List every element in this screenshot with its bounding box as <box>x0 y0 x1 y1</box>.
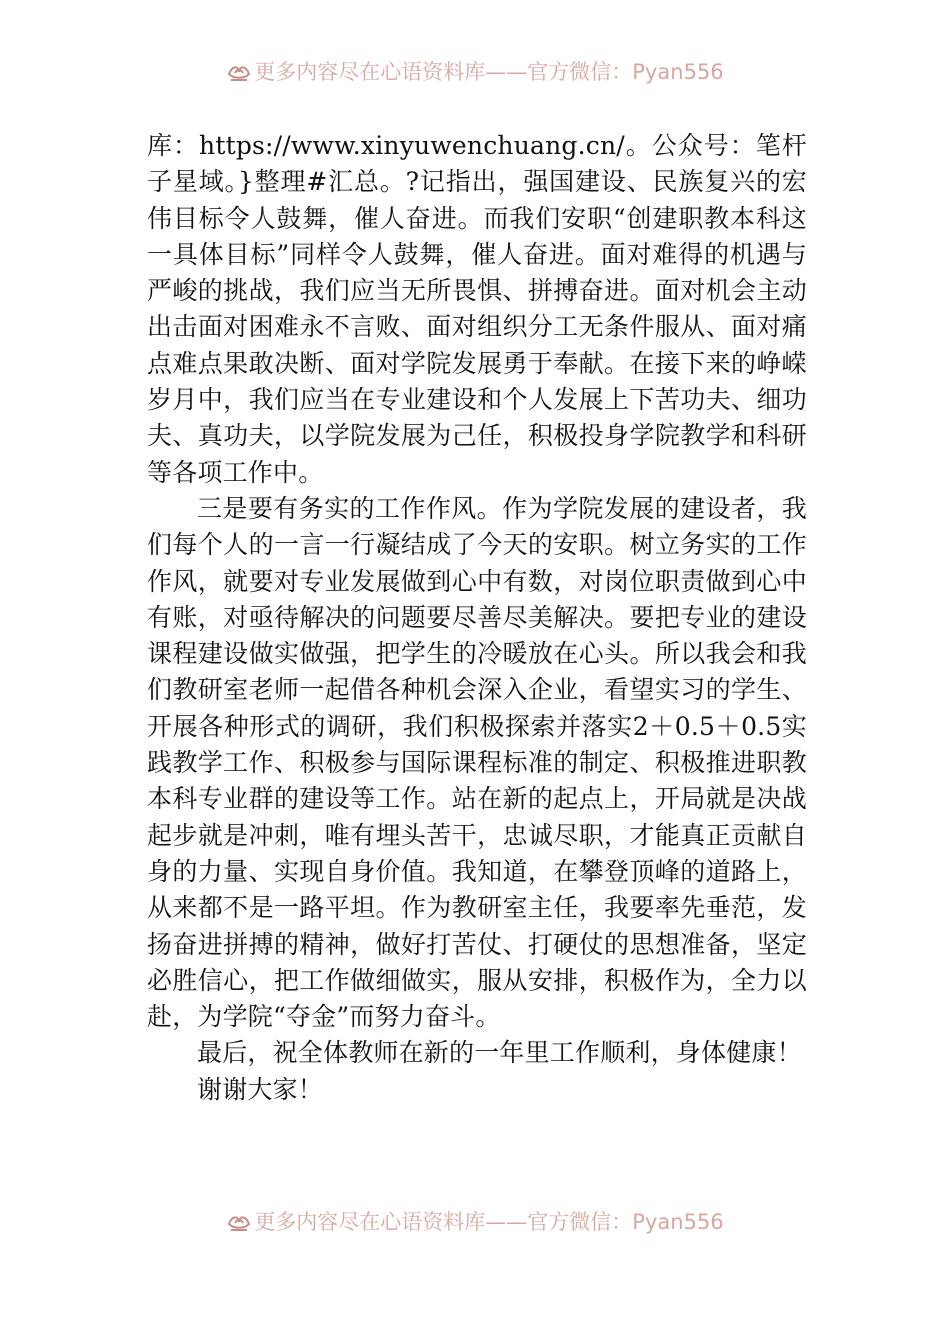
paragraph-2: 三是要有务实的工作作风。作为学院发展的建设者，我们每个人的一言一行凝结成了今天的安职。树立务实的工作作风，就要对专业发展做到心中有数，对岗位职责做到心中有账，对亟待解决的问题要尽善尽美解决。要把专业的建设课程建设做实做强，把学生的冷暖放在心头。所以我会和我们教研室老师一起借各种机会深入企业，看望实习的学生、开展各种形式的调研，我们积极探索并落实2＋0.5＋0.5实践教学工作、积极参与国际课程标准的制定、积极推进职教本科专业群的建设等工作。站在新的起点上，开局就是决战起步就是冲刺，唯有埋头苦干，忠诚尽职，才能真正贡献自身的力量、实现自身价值。我知道，在攀登顶峰的道路上，从来都不是一路平坦。作为教研室主任，我要率先垂范，发扬奋进拼搏的精神，做好打苦仗、打硬仗的思想准备，坚定必胜信心，把工作做细做实，服从安排，积极作为，全力以赴，为学院“夺金”而努力奋斗。 <box>147 493 807 1032</box>
header-banner-text: 更多内容尽在心语资料库——官方微信：Pyan556 <box>254 60 724 84</box>
lotus-logo-icon <box>226 1210 252 1234</box>
footer-banner-text: 更多内容尽在心语资料库——官方微信：Pyan556 <box>254 1210 724 1234</box>
closing-wishes: 最后，祝全体教师在新的一年里工作顺利，身体健康！ <box>197 1038 802 1068</box>
document-body <box>147 128 807 1108</box>
lotus-logo-icon <box>226 60 252 84</box>
header-banner <box>0 58 950 85</box>
paragraph-1: 库：https://www.xinyuwenchuang.cn/。公众号：笔杆子星域。}整理#汇总。?记指出，强国建设、民族复兴的宏伟目标令人鼓舞，催人奋进。而我们安职“创建职教本科这一具体目标”同样令人鼓舞，催人奋进。面对难得的机遇与严峻的挑战，我们应当无所畏惧、拼搏奋进。面对机会主动出击面对困难永不言败、面对组织分工无条件服从、面对痛点难点果敢决断、面对学院发展勇于奉献。在接下来的峥嵘岁月中，我们应当在专业建设和个人发展上下苦功夫、细功夫、真功夫，以学院发展为己任，积极投身学院教学和科研等各项工作中。 <box>147 131 807 487</box>
footer-banner <box>0 1208 950 1235</box>
closing-thanks: 谢谢大家！ <box>197 1074 324 1104</box>
